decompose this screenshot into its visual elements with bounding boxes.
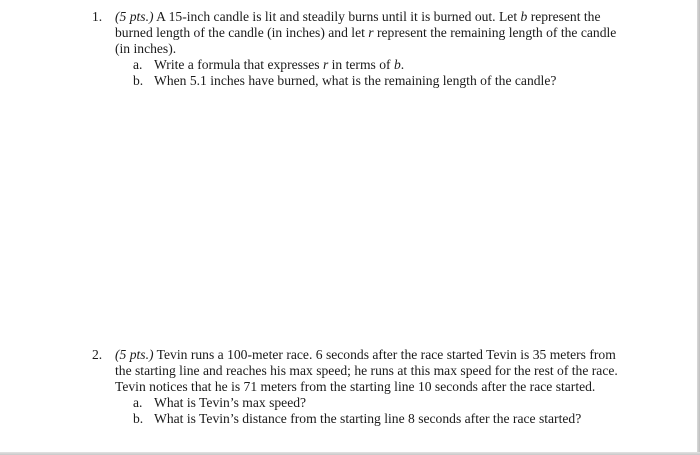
problem-number: 1. xyxy=(92,9,103,24)
sub-question-text: When 5.1 inches have burned, what is the remaining length of the candle? xyxy=(154,73,557,88)
sub-question-text: What is Tevin’s distance from the starting line 8 seconds after the race started? xyxy=(154,411,582,426)
variable-b: b xyxy=(393,57,401,72)
variable-r: r xyxy=(322,57,329,72)
sub-question-text: in terms of xyxy=(328,57,394,72)
points-label: (5 pts.) xyxy=(115,9,154,24)
variable-r: r xyxy=(368,25,374,40)
problem-statement xyxy=(115,347,622,395)
problem-number: 2. xyxy=(92,347,103,362)
statement-text: represent the burned length of the candle (in inches) and let xyxy=(115,9,601,40)
problem-statement xyxy=(115,9,622,57)
statement-text: represent the remaining length of the candle (in inches). xyxy=(115,25,617,56)
sub-question-list xyxy=(133,395,622,427)
statement-text: A 15-inch candle is lit and steadily burns until it is burned out. Let xyxy=(153,9,521,24)
variable-b: b xyxy=(520,9,528,24)
sub-question-text: What is Tevin’s max speed? xyxy=(154,395,307,410)
sub-question-list xyxy=(133,57,622,89)
sub-question-b xyxy=(133,73,622,89)
sub-question-a xyxy=(133,395,622,411)
statement-text: Tevin runs a 100-meter race. 6 seconds after the race started Tevin is 35 meters from the starting line and reaches his max speed; he runs at this max speed for the rest of the race. Tevin notices that he is 71 meters from the starting line 10 seconds after the race started. xyxy=(115,347,618,394)
problem-1 xyxy=(92,9,622,89)
sub-question-text: . xyxy=(400,57,405,72)
sub-question-a xyxy=(133,57,622,73)
points-label: (5 pts.) xyxy=(115,347,154,362)
sub-question-letter: a. xyxy=(133,57,143,72)
sub-question-b xyxy=(133,411,622,427)
sub-question-letter: b. xyxy=(133,73,144,88)
sub-question-letter: b. xyxy=(133,411,144,426)
problem-2 xyxy=(92,347,622,427)
sub-question-text: Write a formula that expresses xyxy=(154,57,323,72)
sub-question-letter: a. xyxy=(133,395,143,410)
